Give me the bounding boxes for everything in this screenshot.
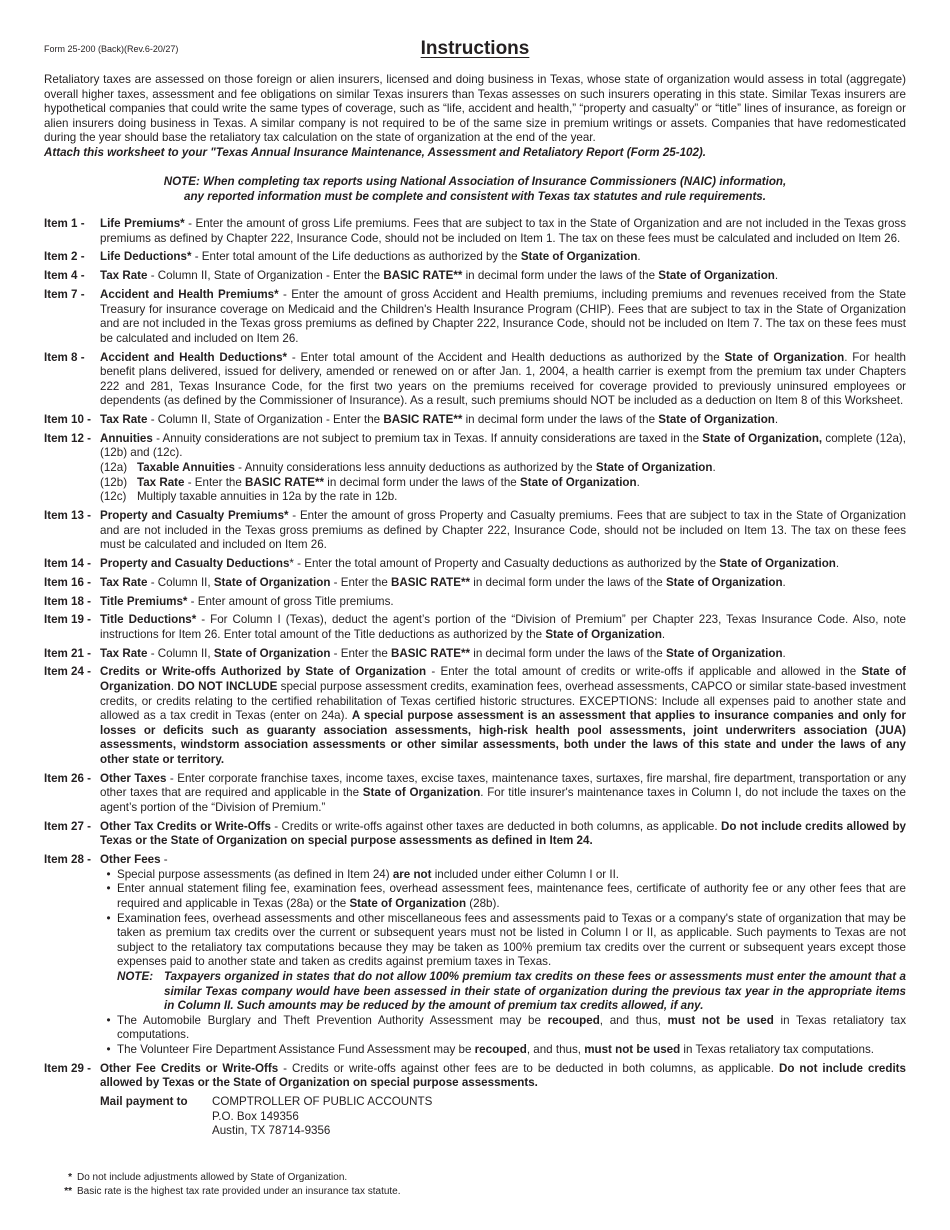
bullet-icon: • [106, 1042, 111, 1056]
item-label: Item 27 - [44, 819, 92, 833]
item-4: Item 4 - Tax Rate - Column II, State of Organization - Enter the BASIC RATE** in decimal form under the laws of the State of Organization. [44, 269, 779, 283]
item-26: Item 26 - Other Taxes - Enter corporate franchise taxes, income taxes, excise taxes, maintenance taxes, surtaxes, fire marshal, fire department, transportation or any other taxes that are required and applicable in the State of Organization. For title insurer's maintenance taxes in Column I, do not include the taxes on the agent’s portion of the “Division of Premium.” [44, 771, 906, 814]
bullet-icon: • [106, 911, 111, 925]
item-21: Item 21 - Tax Rate - Column II, State of Organization - Enter the BASIC RATE** in decimal form under the laws of the State of Organization. [44, 646, 786, 660]
item-1: Item 1 - Life Premiums* - Enter the amount of gross Life premiums. Fees that are subject to tax in the State of Organization and are not included in the Texas gross premiums as defined by Chapter 222, Insurance Code, should not be included on Item 1. The tax on these fees must be calculated and included on Item 26. [44, 217, 907, 245]
item-label: Item 7 - [44, 287, 85, 301]
list-item: • Special purpose assessments (as defined in Item 24) are not included under either Column I or II. [100, 868, 906, 883]
item-13: Item 13 - Property and Casualty Premiums* - Enter the amount of gross Property and Casualty premiums. Fees that are subject to tax in the State of Organization and are not included in the Texas gross premiums as defined by Chapter 222, Insurance Code, should not be included on Item 13. The tax on these fees must be calculated and included on Item 26. [44, 509, 906, 552]
item-label: Item 28 - [44, 853, 92, 867]
list-item: • Enter annual statement filing fee, examination fees, overhead assessment fees, maintenance fees, certificate of authority fee or any other fees that are required and applicable in Texas (28a) or the State of Organization (28b). [100, 882, 906, 911]
item-label: Item 2 - [44, 250, 85, 264]
bullet-icon: • [106, 882, 111, 896]
item-label: Item 14 - [44, 556, 92, 570]
naic-note [44, 175, 906, 204]
naic-note-line1: NOTE: When completing tax reports using National Association of Insurance Commissioners (NAIC) information, [163, 175, 787, 188]
item-12a: (12a) Taxable Annuities - Annuity considerations less annuity deductions as authorized by the State of Organization. [100, 461, 716, 475]
item-14: Item 14 - Property and Casualty Deductions* - Enter the total amount of Property and Casualty deductions as authorized by the State of Organization. [44, 556, 840, 570]
item-label: Item 24 - [44, 665, 92, 679]
item-12: Item 12 - Annuities - Annuity considerations are not subject to premium tax in Texas. If annuity considerations are taxed in the State of Organization, complete (12a), (12b) and (12c). (12a) Taxable Annuities - Annuity considerations less annuity deductions as authorized by the State of Organization. (12b) Tax Rate - Enter the BASIC RATE** in decimal form under the laws of the State of Organization. (12c) Multiply taxable annuities in 12a by the rate in 12b. [44, 431, 906, 504]
item-label: Item 26 - [44, 771, 92, 785]
list-item: • The Volunteer Fire Department Assistance Fund Assessment may be recouped, and thus, must not be used in Texas retaliatory tax computations. [100, 1043, 906, 1058]
intro-section [44, 73, 906, 161]
intro-paragraph: Retaliatory taxes are assessed on those foreign or alien insurers, licensed and doing business in Texas, whose state of organization would assess in total (aggregate) overall higher taxes, assessment and fee obligations on similar Texas insurers than Texas assesses on such insurers operating in this state. Similar Texas insurers are hypothetical companies that could write the same types of coverage, such as “life, accident and health,” “property and casualty” or “title” lines of insurance, as foreign or alien insurers doing business in Texas. A similar company is not required to be of the same size in premium writings or assets. Companies that have redomesticated during the year should base the retaliatory tax calculation on the state of organization at the end of the year. [44, 73, 906, 145]
item-28: Item 28 - Other Fees - • Special purpose assessments (as defined in Item 24) are not included under either Column I or II. • Enter annual statement filing fee, examination fees, overhead assessment fees, maintenance fees, certificate of authority fee or any other fees that are required and applicable in Texas (28a) or the State of Organization (28b). • Examination fees, overhead assessments and other miscellaneous fees and assessments paid to Texas or a company's state of organization that may be taken as premium tax credits over the current or subsequent years must not be listed in Column I or II, as applicable. Such payments to Texas are not subject to the retaliatory tax computations because they may be taken as 100% premium tax credits over the current or subsequent years except those expenses paid to another state and taken as credits against premium taxes in Texas. NOTE: Taxpayers organized in states that do not allow 100% premium tax credits on these fees or assessments must enter the amount that a similar Texas company would have been assessed in their state of organization during the previous tax year in the appropriate items in Column II. Such amounts may be reduced by the amount of premium tax credits allowed, if any. • The Automobile Burglary and Theft Prevention Authority Assessment may be recouped, and thus, must not be used in Texas retaliatory tax computations. • The Volunteer Fire Department Assistance Fund Assessment may be recouped, and thus, must not be used in Texas retaliatory tax computations. [44, 853, 906, 1056]
item-label: Item 18 - [44, 594, 92, 608]
list-item: • The Automobile Burglary and Theft Prevention Authority Assessment may be recouped, and thus, must not be used in Texas retaliatory tax computations. [100, 1014, 906, 1043]
footnote-2: ** Basic rate is the highest tax rate provided under an insurance tax statute. [64, 1186, 401, 1197]
footnotes [56, 1171, 401, 1199]
item-label: Item 1 - [44, 217, 85, 230]
item-28-note: NOTE: Taxpayers organized in states that do not allow 100% premium tax credits on these fees or assessments must enter the amount that a similar Texas company would have been assessed in their state of organization during the previous tax year in the appropriate items in Column II. Such amounts may be reduced by the amount of premium tax credits allowed, if any. [117, 969, 906, 1013]
list-item: • Examination fees, overhead assessments and other miscellaneous fees and assessments paid to Texas or a company's state of organization that may be taken as premium tax credits over the current or subsequent years must not be listed in Column I or II, as applicable. Such payments to Texas are not subject to the retaliatory tax computations because they may be taken as 100% premium tax credits over the current or subsequent years except those expenses paid to another state and taken as credits against premium taxes in Texas. [100, 912, 906, 970]
attach-instruction: Attach this worksheet to your "Texas Annual Insurance Maintenance, Assessment and Retaliatory Report (Form 25-102). [44, 145, 707, 159]
item-label: Item 13 - [44, 509, 92, 522]
footnote-1: * Do not include adjustments allowed by State of Organization. [68, 1172, 348, 1183]
item-label: Item 10 - [44, 413, 92, 427]
item-27: Item 27 - Other Tax Credits or Write-Offs - Credits or write-offs against other taxes are deducted in both columns, as applicable. Do not include credits allowed by Texas or the State of Organization on special purpose assessments as defined in Item 24. [44, 819, 906, 848]
bullet-icon: • [106, 867, 111, 881]
item-12c: (12c) Multiply taxable annuities in 12a by the rate in 12b. [100, 490, 398, 504]
item-16: Item 16 - Tax Rate - Column II, State of Organization - Enter the BASIC RATE** in decimal form under the laws of the State of Organization. [44, 575, 786, 589]
bullet-icon: • [106, 1013, 111, 1027]
item-label: Item 19 - [44, 613, 92, 627]
item-19: Item 19 - Title Deductions* - For Column I (Texas), deduct the agent’s portion of the “Division of Premium” per Chapter 223, Texas Insurance Code. Also, note instructions for Item 26. Enter total amount of the Title deductions as authorized by the State of Organization. [44, 613, 906, 641]
item-24: Item 24 - Credits or Write-offs Authorized by State of Organization - Enter the total amount of credits or write-offs if applicable and allowed in the State of Organization. DO NOT INCLUDE special purpose assessment credits, examination fees, overhead assessments, CAPCO or similar state-based investment credits, or credits relating to the certified rehabilitation of Texas certified historic structures. EXCEPTIONS: Include all expenses paid to another state and allowed as a tax credit in Texas (enter on 24a). A special purpose assessment is an assessment that applies to insurance companies and only for losses or deficits such as guaranty association assessments, high-risk health pool assessments, joint underwriters association (JUA) assessments, windstorm association assessments or other similar assessments, both under the laws of this state and under the laws of any other state or territory. [44, 665, 907, 767]
naic-note-line2: any reported information must be complete and consistent with Texas tax statutes and rule requirements. [184, 189, 766, 203]
page-title: Instructions [420, 38, 530, 59]
item-label: Item 4 - [44, 269, 85, 283]
mail-payment [100, 1095, 906, 1139]
item-18: Item 18 - Title Premiums* - Enter amount of gross Title premiums. [44, 594, 394, 608]
item-29: Item 29 - Other Fee Credits or Write-Offs - Credits or write-offs against other fees are to be deducted in both columns, as applicable. Do not include credits allowed by Texas or the State of Organization on special purpose assessments. [44, 1061, 906, 1090]
mail-address: COMPTROLLER OF PUBLIC ACCOUNTS P.O. Box 149356 Austin, TX 78714-9356 [212, 1095, 433, 1138]
items-list [44, 217, 906, 1139]
item-label: Item 12 - [44, 431, 92, 445]
item-label: Item 29 - [44, 1061, 92, 1075]
item-label: Item 8 - [44, 350, 85, 364]
item-7: Item 7 - Accident and Health Premiums* - Enter the amount of gross Accident and Health premiums, including premiums and revenues received from the State Treasury for insurance coverage on Medicaid and the Children's Health Insurance Program (CHIP). Fees that are subject to tax in the State of Organization and are not included in the Texas gross premiums as defined by Chapter 222, Insurance Code, should not be included on Item 7. The tax on these fees must be calculated and included on Item 26. [44, 287, 907, 345]
item-8: Item 8 - Accident and Health Deductions* - Enter total amount of the Accident and Health deductions as authorized by the State of Organization. For health benefit plans delivered, issued for delivery, amended or renewed on or after Jan. 1, 2004, a health carrier is exempt from the premium tax under Chapters 222 and 281, Texas Insurance Code, for the first two years on the premiums received for coverage provided to previously uninsured employees or dependents (as defined by the Commissioner of Insurance). As a result, such premiums should NOT be included as a deduction on Item 8 of this Worksheet. [44, 350, 906, 408]
form-id: Form 25-200 (Back)(Rev.6-20/27) [44, 44, 179, 54]
item-2: Item 2 - Life Deductions* - Enter total amount of the Life deductions as authorized by the State of Organization. [44, 250, 641, 264]
item-12b: (12b) Tax Rate - Enter the BASIC RATE** in decimal form under the laws of the State of Organization. [100, 475, 640, 489]
item-10: Item 10 - Tax Rate - Column II, State of Organization - Enter the BASIC RATE** in decimal form under the laws of the State of Organization. [44, 413, 779, 427]
item-label: Item 21 - [44, 646, 92, 660]
mail-label: Mail payment to [100, 1095, 188, 1109]
item-label: Item 16 - [44, 575, 92, 589]
